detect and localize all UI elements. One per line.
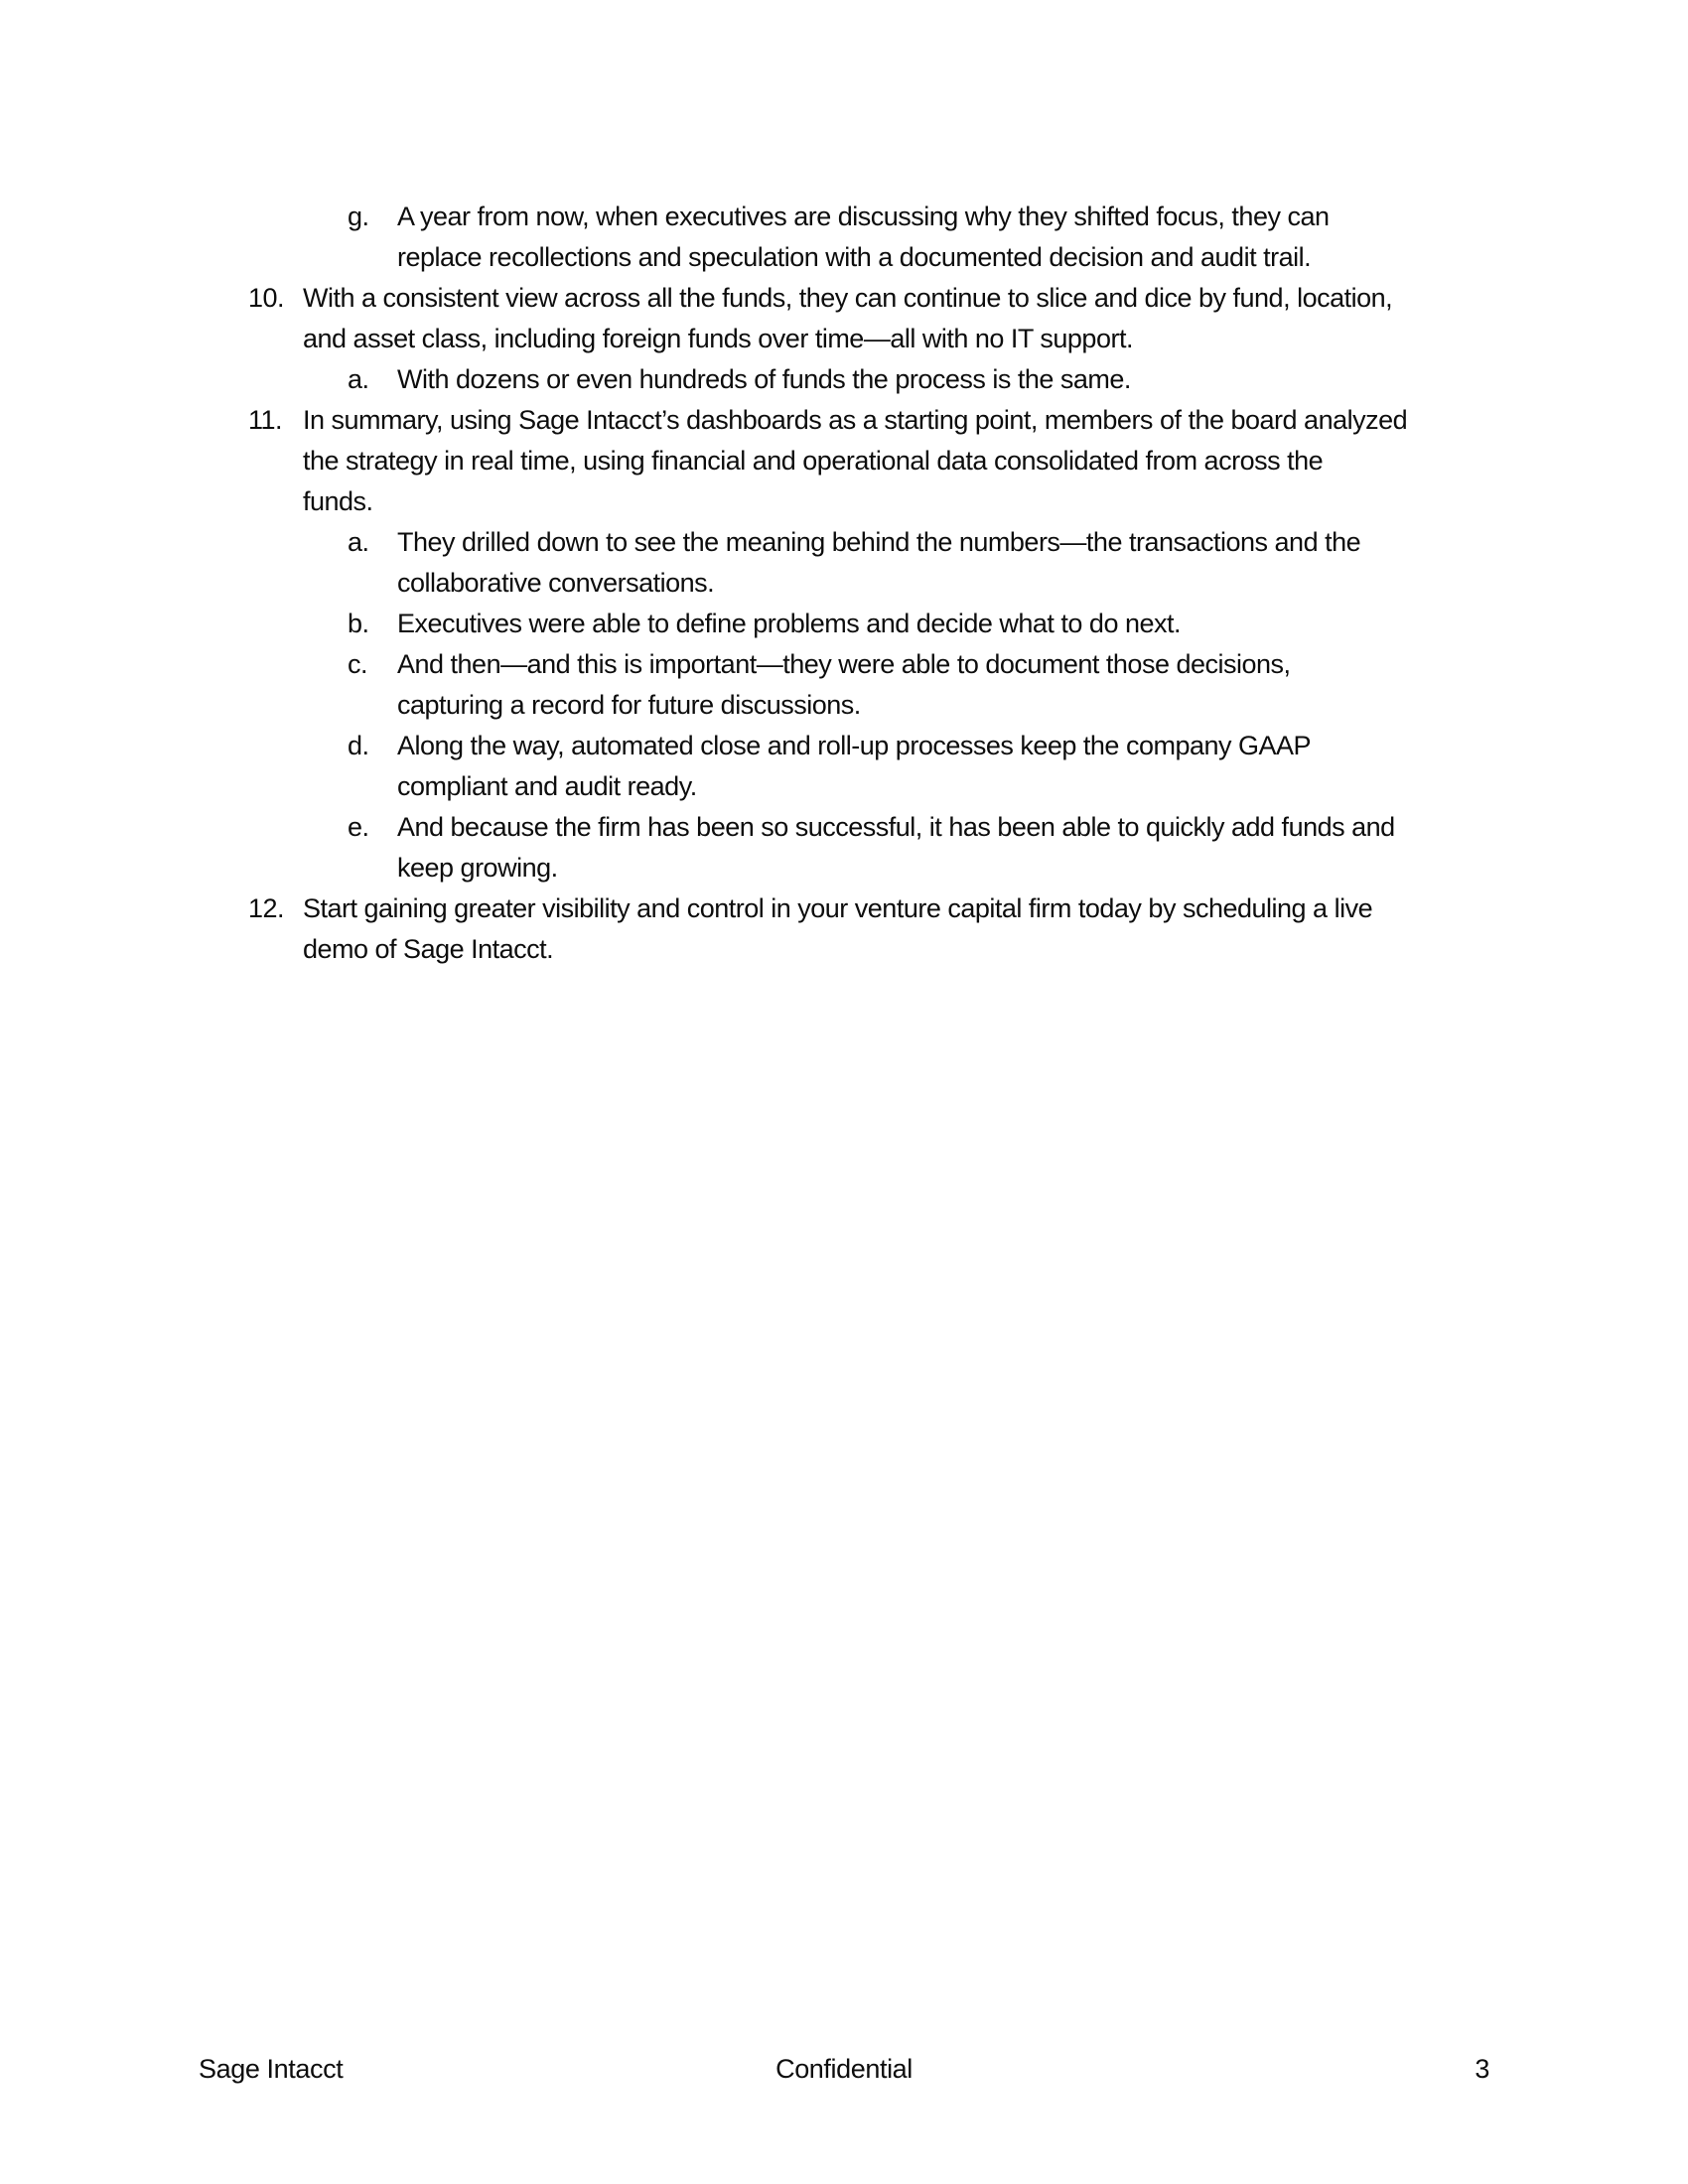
list-item-text [397,807,1489,888]
list-item-line: A year from now, when executives are discussing why they shifted focus, they can [397,202,1330,231]
page-footer [199,2049,1489,2090]
list-item-line: Start gaining greater visibility and control in your venture capital firm today by scheduling a live [303,893,1373,923]
list-item [199,359,1489,400]
footer-confidential-label: Confidential [775,2054,913,2084]
list-item [199,278,1489,359]
list-item-line: replace recollections and speculation with a documented decision and audit trail. [397,242,1312,272]
list-item [199,522,1489,604]
list-item-marker: 12. [248,893,285,923]
list-item-marker: 11. [248,405,283,435]
list-item-line: the strategy in real time, using financial and operational data consolidated from across the [303,446,1324,476]
document-body [199,197,1489,970]
list-item-marker: 10. [248,283,285,313]
list-item-text [397,644,1489,726]
list-item-text [397,604,1489,644]
list-item-text [397,726,1489,807]
list-item-marker: g. [348,202,369,231]
list-item-line: demo of Sage Intacct. [303,934,554,964]
list-item-text [397,522,1489,604]
list-item [199,400,1489,522]
list-item-line: Along the way, automated close and roll-up processes keep the company GAAP [397,731,1312,760]
list-item-line: With a consistent view across all the funds, they can continue to slice and dice by fund, location, [303,283,1393,313]
list-item [199,807,1489,888]
list-item-line: collaborative conversations. [397,568,715,598]
list-item-line: With dozens or even hundreds of funds the process is the same. [397,364,1131,394]
list-item-line: They drilled down to see the meaning behind the numbers—the transactions and the [397,527,1361,557]
footer-page-number: 3 [1475,2054,1489,2084]
list-item-line: and asset class, including foreign funds over time—all with no IT support. [303,324,1133,353]
list-item-marker: c. [348,649,368,679]
list-item-marker: d. [348,731,369,760]
list-item [199,604,1489,644]
list-item [199,197,1489,278]
list-item-line: And because the firm has been so successful, it has been able to quickly add funds and [397,812,1395,842]
list-item-marker: e. [348,812,369,842]
list-item-marker: b. [348,609,369,638]
list-item-line: keep growing. [397,853,558,883]
list-item-marker: a. [348,364,369,394]
list-item-line: And then—and this is important—they were able to document those decisions, [397,649,1291,679]
list-item-line: In summary, using Sage Intacct’s dashboards as a starting point, members of the board analyzed [303,405,1408,435]
list-item-text [397,359,1489,400]
list-item-text [303,278,1489,359]
list-item-text [303,888,1489,970]
footer-company-name: Sage Intacct [199,2054,344,2084]
list-item-line: Executives were able to define problems and decide what to do next. [397,609,1181,638]
list-item-line: funds. [303,486,373,516]
list-item-line: capturing a record for future discussions. [397,690,861,720]
list-item-line: compliant and audit ready. [397,771,697,801]
list-item-text [303,400,1489,522]
list-item-marker: a. [348,527,369,557]
list-item [199,726,1489,807]
list-item-text [397,197,1489,278]
list-item [199,888,1489,970]
list-item [199,644,1489,726]
